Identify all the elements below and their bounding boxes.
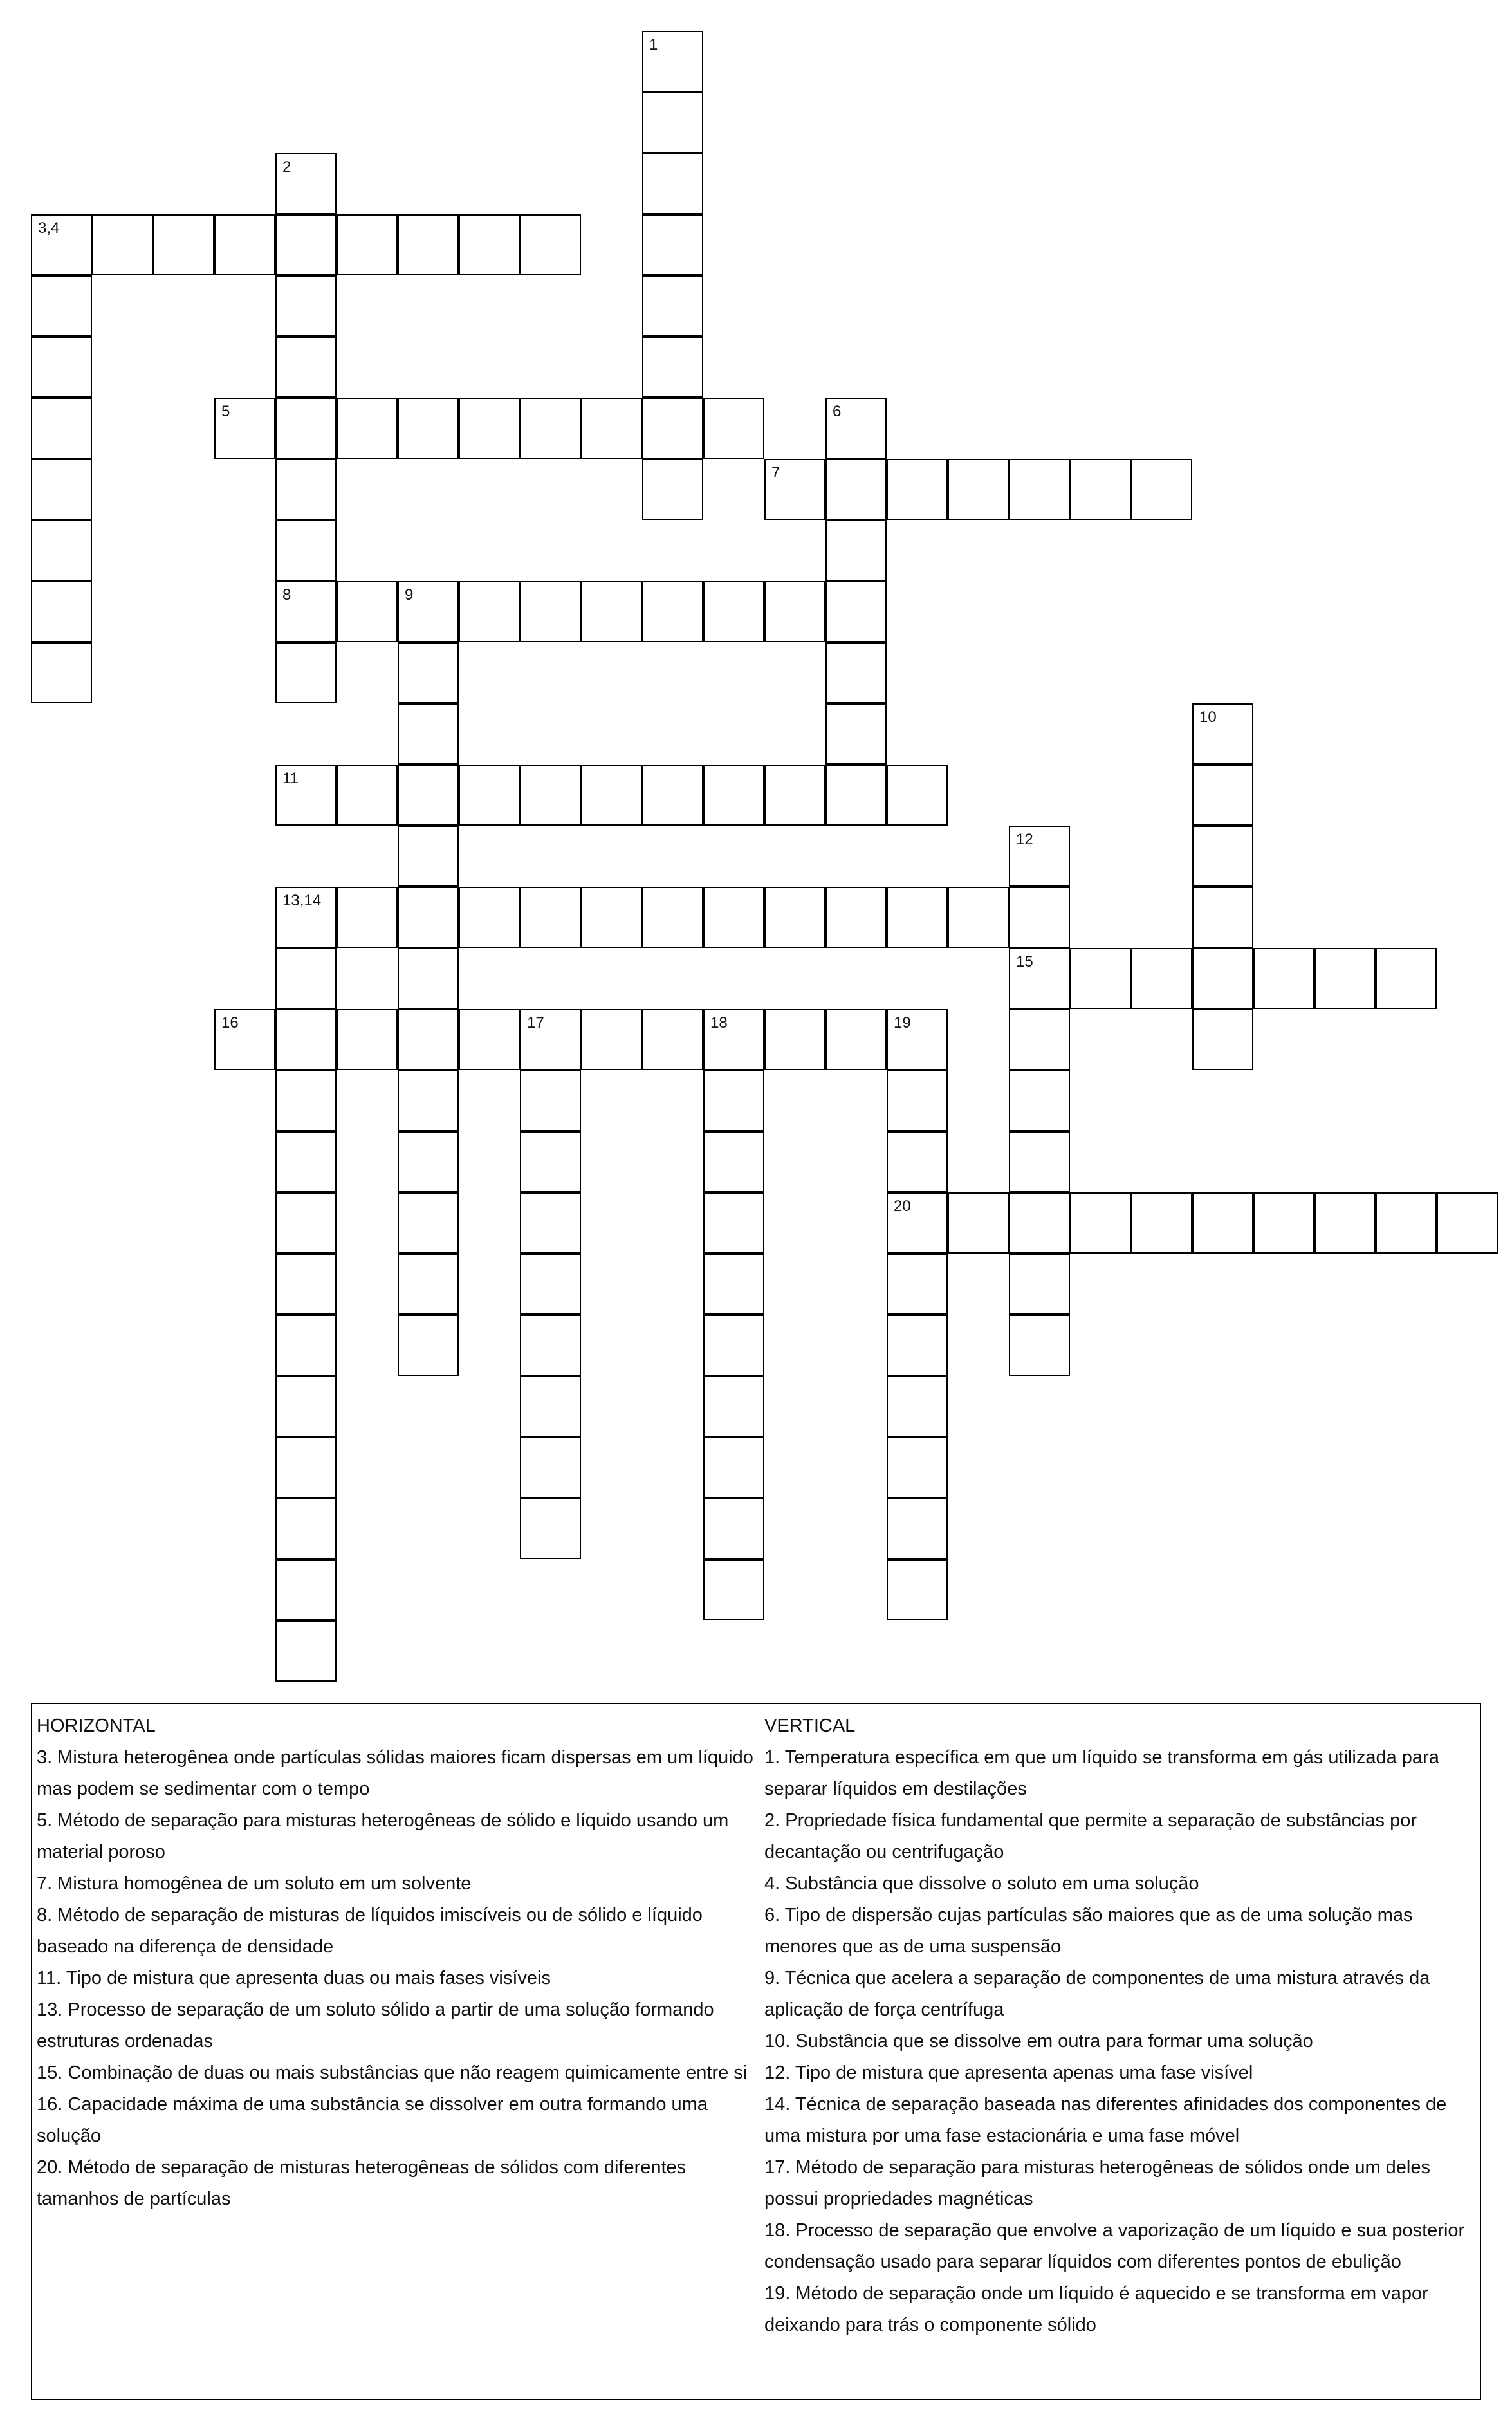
clue-number: 8	[282, 586, 291, 604]
grid-cell[interactable]	[275, 1192, 337, 1254]
grid-cell[interactable]	[337, 214, 398, 275]
grid-cell[interactable]	[887, 1559, 948, 1620]
clue-number: 15	[1016, 953, 1033, 970]
grid-cell[interactable]	[398, 765, 459, 826]
grid-cell[interactable]	[642, 459, 703, 520]
grid-cell[interactable]	[398, 826, 459, 887]
grid-cell[interactable]	[153, 214, 214, 275]
vertical-clue-14: 14. Técnica de separação baseada nas diferentes afinidades dos componentes de uma mistura por uma fase estacionária e uma fase móvel	[764, 2094, 1447, 2146]
grid-cell[interactable]	[1253, 948, 1314, 1009]
grid-cell[interactable]	[520, 765, 581, 826]
grid-cell[interactable]	[1131, 1192, 1192, 1254]
grid-cell[interactable]	[887, 1498, 948, 1559]
grid-cell[interactable]	[520, 887, 581, 948]
horizontal-clue-11: 11. Tipo de mistura que apresenta duas ou mais fases visíveis	[37, 1968, 551, 1988]
grid-cell[interactable]	[1192, 948, 1253, 1009]
grid-cell[interactable]	[520, 1009, 581, 1070]
grid-cell[interactable]	[275, 887, 337, 948]
grid-cell[interactable]	[398, 214, 459, 275]
grid-cell[interactable]	[275, 1376, 337, 1437]
grid-cell[interactable]	[398, 1070, 459, 1131]
grid-cell[interactable]	[703, 1254, 764, 1315]
grid-cell[interactable]	[398, 642, 459, 703]
grid-cell[interactable]	[764, 581, 825, 642]
grid-cell[interactable]	[1253, 1192, 1314, 1254]
grid-cell[interactable]	[1009, 826, 1070, 887]
grid-cell[interactable]	[1314, 948, 1376, 1009]
grid-cell[interactable]	[337, 398, 398, 459]
grid-cell[interactable]	[31, 642, 92, 703]
grid-cell[interactable]	[520, 1437, 581, 1498]
horizontal-clues	[37, 1710, 764, 2215]
grid-cell[interactable]	[887, 1131, 948, 1192]
grid-cell[interactable]	[398, 703, 459, 765]
grid-cell[interactable]	[1009, 887, 1070, 948]
clue-number: 10	[1199, 709, 1217, 726]
clue-number: 12	[1016, 831, 1033, 848]
grid-cell[interactable]	[887, 1009, 948, 1070]
grid-cell[interactable]	[581, 887, 642, 948]
grid-cell[interactable]	[703, 1559, 764, 1620]
grid-cell[interactable]	[520, 1498, 581, 1559]
grid-cell[interactable]	[581, 765, 642, 826]
grid-cell[interactable]	[581, 581, 642, 642]
grid-cell[interactable]	[520, 1070, 581, 1131]
grid-cell[interactable]	[642, 337, 703, 398]
grid-cell[interactable]	[1009, 1009, 1070, 1070]
grid-cell[interactable]	[642, 581, 703, 642]
grid-cell[interactable]	[825, 1009, 887, 1070]
grid-cell[interactable]	[275, 581, 337, 642]
horizontal-clue-8: 8. Método de separação de misturas de líquidos imiscíveis ou de sólido e líquido baseado na diferença de densidade	[37, 1905, 703, 1957]
grid-cell[interactable]	[520, 1192, 581, 1254]
grid-cell[interactable]	[581, 1009, 642, 1070]
grid-cell[interactable]	[31, 275, 92, 337]
grid-cell[interactable]	[520, 1315, 581, 1376]
grid-cell[interactable]	[31, 581, 92, 642]
clue-number: 20	[894, 1198, 911, 1215]
grid-cell[interactable]	[520, 1131, 581, 1192]
grid-cell[interactable]	[825, 642, 887, 703]
grid-cell[interactable]	[459, 887, 520, 948]
grid-cell[interactable]	[275, 337, 337, 398]
grid-cell[interactable]	[1376, 948, 1437, 1009]
grid-cell[interactable]	[398, 1192, 459, 1254]
grid-cell[interactable]	[31, 214, 92, 275]
grid-cell[interactable]	[642, 887, 703, 948]
grid-cell[interactable]	[703, 1376, 764, 1437]
grid-cell[interactable]	[337, 765, 398, 826]
grid-cell[interactable]	[398, 398, 459, 459]
grid-cell[interactable]	[398, 581, 459, 642]
vertical-clue-17: 17. Método de separação para misturas heterogêneas de sólidos onde um deles possui propriedades magnéticas	[764, 2157, 1430, 2209]
grid-cell[interactable]	[31, 459, 92, 520]
grid-cell[interactable]	[887, 887, 948, 948]
grid-cell[interactable]	[703, 1498, 764, 1559]
grid-cell[interactable]	[703, 1009, 764, 1070]
grid-cell[interactable]	[214, 1009, 275, 1070]
grid-cell[interactable]	[275, 459, 337, 520]
grid-cell[interactable]	[825, 887, 887, 948]
grid-cell[interactable]	[642, 765, 703, 826]
grid-cell[interactable]	[1070, 459, 1131, 520]
grid-cell[interactable]	[887, 1070, 948, 1131]
grid-cell[interactable]	[703, 398, 764, 459]
clue-number: 16	[221, 1014, 239, 1032]
grid-cell[interactable]	[31, 337, 92, 398]
grid-cell[interactable]	[275, 948, 337, 1009]
grid-cell[interactable]	[1192, 1009, 1253, 1070]
grid-cell[interactable]	[764, 1009, 825, 1070]
grid-cell[interactable]	[398, 948, 459, 1009]
vertical-clue-2: 2. Propriedade física fundamental que permite a separação de substâncias por decantação ou centrifugação	[764, 1810, 1417, 1862]
grid-cell[interactable]	[1009, 1315, 1070, 1376]
grid-cell[interactable]	[1437, 1192, 1498, 1254]
grid-cell[interactable]	[275, 520, 337, 581]
grid-cell[interactable]	[1131, 459, 1192, 520]
grid-cell[interactable]	[887, 1376, 948, 1437]
grid-cell[interactable]	[642, 1009, 703, 1070]
grid-cell[interactable]	[275, 1498, 337, 1559]
horizontal-clue-15: 15. Combinação de duas ou mais substâncias que não reagem quimicamente entre si	[37, 2062, 748, 2083]
grid-cell[interactable]	[275, 153, 337, 214]
grid-cell[interactable]	[703, 1437, 764, 1498]
grid-cell[interactable]	[887, 459, 948, 520]
clue-number: 9	[405, 586, 414, 604]
grid-cell[interactable]	[31, 398, 92, 459]
clue-number: 19	[894, 1014, 911, 1032]
grid-cell[interactable]	[459, 398, 520, 459]
grid-cell[interactable]	[703, 887, 764, 948]
grid-cell[interactable]	[275, 1437, 337, 1498]
grid-cell[interactable]	[642, 275, 703, 337]
grid-cell[interactable]	[275, 1315, 337, 1376]
grid-cell[interactable]	[398, 1131, 459, 1192]
grid-cell[interactable]	[337, 581, 398, 642]
grid-cell[interactable]	[642, 153, 703, 214]
grid-cell[interactable]	[459, 765, 520, 826]
grid-cell[interactable]	[214, 398, 275, 459]
vertical-clue-1: 1. Temperatura específica em que um líquido se transforma em gás utilizada para separar líquidos em destilações	[764, 1747, 1439, 1799]
grid-cell[interactable]	[1192, 826, 1253, 887]
grid-cell[interactable]	[520, 214, 581, 275]
grid-cell[interactable]	[703, 1070, 764, 1131]
clues-box	[31, 1703, 1481, 2400]
clue-number: 6	[833, 403, 842, 420]
grid-cell[interactable]	[825, 398, 887, 459]
grid-cell[interactable]	[214, 214, 275, 275]
grid-cell[interactable]	[1376, 1192, 1437, 1254]
grid-cell[interactable]	[275, 765, 337, 826]
vertical-clue-18: 18. Processo de separação que envolve a vaporização de um líquido e sua posterior condensação usado para separar líquidos com diferentes pontos de ebulição	[764, 2220, 1465, 2272]
grid-cell[interactable]	[275, 275, 337, 337]
grid-cell[interactable]	[703, 1131, 764, 1192]
horizontal-heading: HORIZONTAL	[37, 1716, 156, 1736]
grid-cell[interactable]	[275, 1254, 337, 1315]
grid-cell[interactable]	[887, 765, 948, 826]
grid-cell[interactable]	[581, 398, 642, 459]
grid-cell[interactable]	[275, 1559, 337, 1620]
grid-cell[interactable]	[1009, 1070, 1070, 1131]
grid-cell[interactable]	[825, 765, 887, 826]
grid-cell[interactable]	[887, 1192, 948, 1254]
grid-cell[interactable]	[459, 214, 520, 275]
vertical-clue-9: 9. Técnica que acelera a separação de componentes de uma mistura através da aplicação de força centrífuga	[764, 1968, 1430, 2020]
grid-cell[interactable]	[1131, 948, 1192, 1009]
grid-cell[interactable]	[275, 1131, 337, 1192]
grid-cell[interactable]	[948, 887, 1009, 948]
grid-cell[interactable]	[948, 1192, 1009, 1254]
grid-cell[interactable]	[520, 1254, 581, 1315]
grid-cell[interactable]	[275, 398, 337, 459]
grid-cell[interactable]	[398, 1315, 459, 1376]
grid-cell[interactable]	[825, 459, 887, 520]
grid-cell[interactable]	[1009, 1254, 1070, 1315]
grid-cell[interactable]	[275, 1620, 337, 1682]
clue-number: 1	[649, 36, 658, 53]
grid-cell[interactable]	[825, 581, 887, 642]
horizontal-clue-13: 13. Processo de separação de um soluto sólido a partir de uma solução formando estruturas ordenadas	[37, 1999, 714, 2052]
grid-cell[interactable]	[887, 1254, 948, 1315]
grid-cell[interactable]	[337, 1009, 398, 1070]
grid-cell[interactable]	[764, 887, 825, 948]
clue-number: 7	[771, 464, 780, 481]
grid-cell[interactable]	[764, 765, 825, 826]
clue-number: 17	[527, 1014, 544, 1032]
grid-cell[interactable]	[337, 887, 398, 948]
grid-cell[interactable]	[825, 703, 887, 765]
vertical-clue-4: 4. Substância que dissolve o soluto em uma solução	[764, 1873, 1199, 1894]
grid-cell[interactable]	[459, 581, 520, 642]
grid-cell[interactable]	[1070, 948, 1131, 1009]
grid-cell[interactable]	[1192, 1192, 1253, 1254]
grid-cell[interactable]	[642, 214, 703, 275]
grid-cell[interactable]	[703, 581, 764, 642]
grid-cell[interactable]	[459, 1009, 520, 1070]
horizontal-clue-7: 7. Mistura homogênea de um soluto em um solvente	[37, 1873, 472, 1894]
grid-cell[interactable]	[642, 92, 703, 153]
grid-cell[interactable]	[92, 214, 153, 275]
grid-cell[interactable]	[31, 520, 92, 581]
horizontal-clue-20: 20. Método de separação de misturas heterogêneas de sólidos com diferentes tamanhos de partículas	[37, 2157, 687, 2209]
grid-cell[interactable]	[948, 459, 1009, 520]
horizontal-clue-16: 16. Capacidade máxima de uma substância se dissolver em outra formando uma solução	[37, 2094, 708, 2146]
grid-cell[interactable]	[520, 1376, 581, 1437]
horizontal-clue-5: 5. Método de separação para misturas heterogêneas de sólido e líquido usando um material poroso	[37, 1810, 729, 1862]
vertical-clue-6: 6. Tipo de dispersão cujas partículas são maiores que as de uma solução mas menores que as de uma suspensão	[764, 1905, 1413, 1957]
clue-number: 3,4	[38, 219, 60, 237]
vertical-clue-12: 12. Tipo de mistura que apresenta apenas uma fase visível	[764, 2062, 1253, 2083]
vertical-heading: VERTICAL	[764, 1716, 856, 1736]
grid-cell[interactable]	[825, 520, 887, 581]
grid-cell[interactable]	[275, 1009, 337, 1070]
horizontal-clue-3: 3. Mistura heterogênea onde partículas sólidas maiores ficam dispersas em um líquido mas podem se sedimentar com o tempo	[37, 1747, 753, 1799]
clue-number: 2	[282, 158, 291, 176]
grid-cell[interactable]	[703, 765, 764, 826]
clue-number: 11	[282, 770, 299, 787]
grid-cell[interactable]	[703, 1315, 764, 1376]
vertical-clues	[764, 1710, 1479, 2341]
grid-cell[interactable]	[520, 581, 581, 642]
clue-number: 18	[710, 1014, 728, 1032]
grid-cell[interactable]	[1192, 887, 1253, 948]
grid-cell[interactable]	[642, 398, 703, 459]
grid-cell[interactable]	[398, 1254, 459, 1315]
grid-cell[interactable]	[1192, 703, 1253, 765]
grid-cell[interactable]	[887, 1437, 948, 1498]
grid-cell[interactable]	[275, 214, 337, 275]
grid-cell[interactable]	[642, 31, 703, 92]
grid-cell[interactable]	[275, 1070, 337, 1131]
grid-cell[interactable]	[275, 642, 337, 703]
grid-cell[interactable]	[764, 459, 825, 520]
grid-cell[interactable]	[887, 1315, 948, 1376]
grid-cell[interactable]	[398, 1009, 459, 1070]
grid-cell[interactable]	[1070, 1192, 1131, 1254]
grid-cell[interactable]	[1009, 1131, 1070, 1192]
grid-cell[interactable]	[1009, 948, 1070, 1009]
grid-cell[interactable]	[1009, 1192, 1070, 1254]
grid-cell[interactable]	[520, 398, 581, 459]
grid-cell[interactable]	[1192, 765, 1253, 826]
grid-cell[interactable]	[703, 1192, 764, 1254]
clue-number: 5	[221, 403, 230, 420]
grid-cell[interactable]	[1314, 1192, 1376, 1254]
vertical-clue-19: 19. Método de separação onde um líquido é aquecido e se transforma em vapor deixando para trás o componente sólido	[764, 2283, 1428, 2335]
grid-cell[interactable]	[1009, 459, 1070, 520]
clue-number: 13,14	[282, 892, 322, 909]
grid-cell[interactable]	[398, 887, 459, 948]
vertical-clue-10: 10. Substância que se dissolve em outra para formar uma solução	[764, 2031, 1313, 2052]
